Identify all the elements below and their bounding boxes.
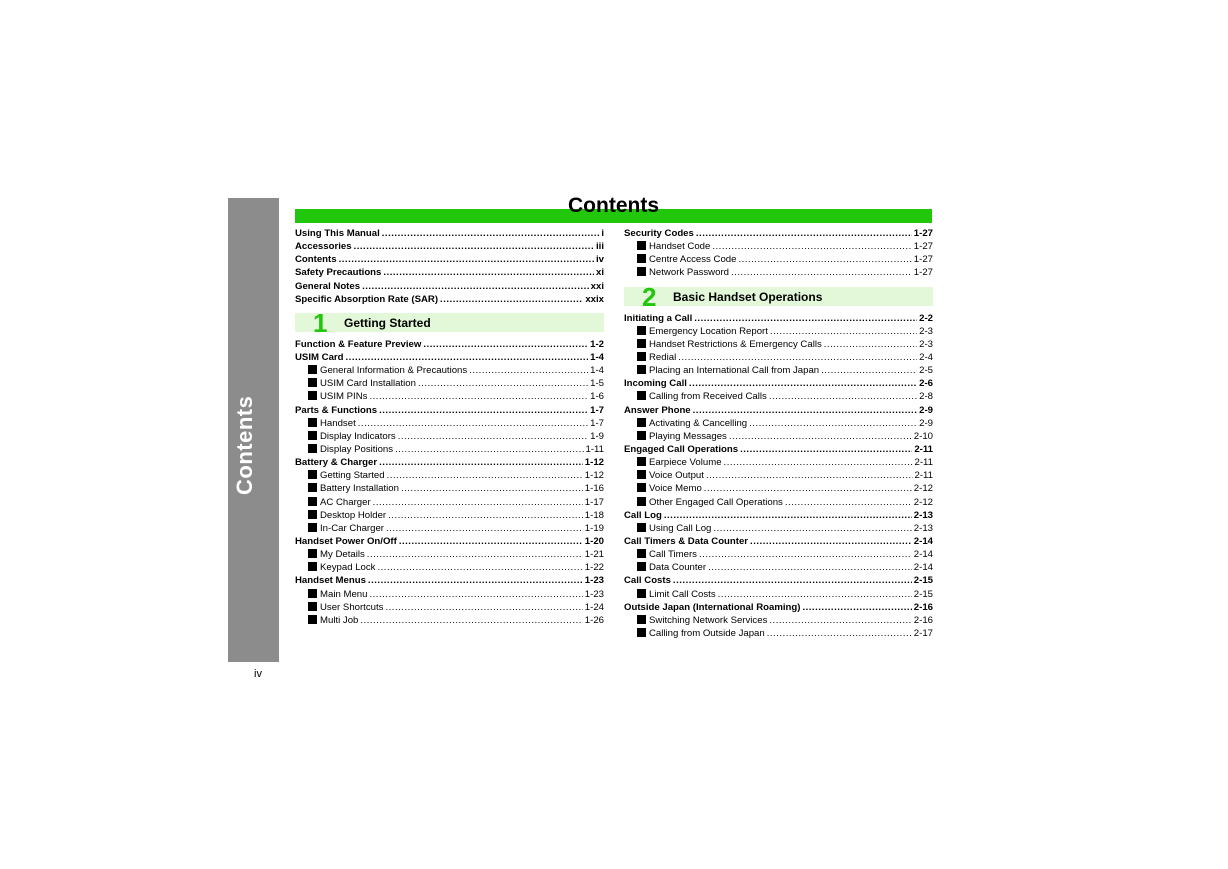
toc-entry-title: Battery Installation — [320, 483, 399, 495]
dot-leader — [724, 456, 913, 469]
toc-subentry[interactable] — [624, 364, 933, 377]
toc-subentry[interactable] — [624, 417, 933, 430]
dot-leader — [339, 253, 594, 266]
chapter-1-continued-list — [624, 227, 933, 280]
dot-leader — [767, 627, 912, 640]
square-bullet-icon — [308, 549, 317, 558]
toc-entry-title: Network Password — [649, 267, 729, 279]
dot-leader — [369, 390, 588, 403]
toc-entry-page: 2-16 — [913, 614, 933, 626]
dot-leader — [729, 430, 912, 443]
toc-entry-page: 1-4 — [590, 365, 604, 377]
toc-entry-title: Main Menu — [320, 588, 368, 600]
toc-entry[interactable] — [624, 535, 933, 548]
toc-subentry[interactable] — [295, 417, 604, 430]
dot-leader — [395, 443, 583, 456]
toc-entry-title: Outside Japan (International Roaming) — [624, 601, 801, 613]
square-bullet-icon — [308, 444, 317, 453]
dot-leader — [379, 456, 583, 469]
toc-entry-page: 1-23 — [584, 588, 604, 600]
square-bullet-icon — [308, 470, 317, 479]
toc-subentry[interactable] — [295, 469, 604, 482]
dot-leader — [785, 496, 912, 509]
toc-entry-page: 2-15 — [913, 588, 933, 600]
dot-leader — [738, 253, 911, 266]
dot-leader — [821, 364, 917, 377]
toc-entry-page: 2-6 — [919, 378, 933, 390]
toc-entry-title: Earpiece Volume — [649, 457, 722, 469]
toc-entry[interactable] — [624, 601, 933, 614]
toc-entry-title: Function & Feature Preview — [295, 338, 422, 350]
toc-entry-page: 1-18 — [584, 509, 604, 521]
toc-entry-title: Switching Network Services — [649, 614, 768, 626]
toc-entry-page: xi — [595, 267, 604, 279]
dot-leader — [368, 574, 583, 587]
toc-entry-page: 2-2 — [919, 312, 933, 324]
toc-entry[interactable] — [295, 574, 604, 587]
toc-entry-title: Answer Phone — [624, 404, 691, 416]
toc-subentry[interactable] — [295, 377, 604, 390]
dot-leader — [367, 548, 583, 561]
toc-subentry[interactable] — [295, 548, 604, 561]
square-bullet-icon — [308, 391, 317, 400]
toc-entry[interactable] — [624, 227, 933, 240]
toc-subentry[interactable] — [624, 325, 933, 338]
toc-entry-page: 1-16 — [584, 483, 604, 495]
toc-entry-page: 1-9 — [590, 430, 604, 442]
toc-entry-page: 2-16 — [913, 601, 933, 613]
chapter-2-title: Basic Handset Operations — [673, 289, 823, 304]
dot-leader — [708, 561, 912, 574]
square-bullet-icon — [637, 562, 646, 571]
toc-entry-title: Handset Power On/Off — [295, 535, 397, 547]
dot-leader — [713, 522, 911, 535]
toc-entry-title: Call Timers & Data Counter — [624, 535, 749, 547]
toc-entry[interactable] — [295, 535, 604, 548]
dot-leader — [770, 325, 917, 338]
dot-leader — [385, 601, 582, 614]
toc-entry-title: Desktop Holder — [320, 509, 387, 521]
toc-entry-title: USIM PINs — [320, 391, 368, 403]
toc-entry-title: Limit Call Costs — [649, 588, 716, 600]
dot-leader — [696, 227, 912, 240]
toc-entry-page: 2-17 — [913, 627, 933, 639]
chapter-1-title: Getting Started — [344, 315, 431, 330]
toc-entry-title: Using Call Log — [649, 522, 712, 534]
dot-leader — [704, 482, 912, 495]
dot-leader — [749, 417, 917, 430]
toc-entry-page: 1-21 — [584, 549, 604, 561]
page-title: Contents — [568, 194, 659, 217]
square-bullet-icon — [637, 589, 646, 598]
toc-entry-page: 1-27 — [913, 267, 933, 279]
toc-subentry[interactable] — [624, 522, 933, 535]
toc-entry-title: Call Costs — [624, 575, 671, 587]
toc-entry-page: 2-9 — [919, 404, 933, 416]
toc-entry[interactable] — [295, 227, 604, 240]
toc-entry-page: 1-7 — [590, 404, 604, 416]
toc-entry[interactable] — [624, 377, 933, 390]
square-bullet-icon — [637, 365, 646, 374]
square-bullet-icon — [308, 589, 317, 598]
square-bullet-icon — [637, 339, 646, 348]
toc-entry-page: 2-13 — [913, 522, 933, 534]
toc-entry-title: General Notes — [295, 280, 361, 292]
toc-entry-title: Accessories — [295, 241, 352, 253]
toc-entry-title: Keypad Lock — [320, 562, 376, 574]
square-bullet-icon — [308, 418, 317, 427]
toc-entry-page: 1-17 — [584, 496, 604, 508]
toc-subentry[interactable] — [295, 601, 604, 614]
toc-entry-page: 2-14 — [913, 562, 933, 574]
dot-leader — [358, 417, 588, 430]
toc-entry-page: 1-22 — [584, 562, 604, 574]
toc-entry-title: Handset Restrictions & Emergency Calls — [649, 338, 822, 350]
square-bullet-icon — [637, 431, 646, 440]
toc-subentry[interactable] — [295, 509, 604, 522]
toc-entry-page: 2-11 — [914, 443, 933, 455]
dot-leader — [718, 588, 912, 601]
toc-entry-title: Parts & Functions — [295, 404, 378, 416]
chapter-1-header — [295, 307, 604, 338]
dot-leader — [377, 561, 582, 574]
square-bullet-icon — [308, 365, 317, 374]
toc-column-right — [624, 227, 933, 640]
dot-leader — [362, 280, 589, 293]
dot-leader — [423, 338, 588, 351]
toc-entry-title: Centre Access Code — [649, 254, 737, 266]
dot-leader — [399, 535, 583, 548]
toc-entry-title: General Information & Precautions — [320, 365, 468, 377]
toc-subentry[interactable] — [295, 496, 604, 509]
toc-entry[interactable] — [295, 351, 604, 364]
dot-leader — [354, 240, 594, 253]
toc-entry-title: Initiating a Call — [624, 312, 693, 324]
chapter-2-number: 2 — [642, 281, 657, 312]
toc-entry-page: 1-12 — [584, 470, 604, 482]
toc-entry-title: Contents — [295, 254, 337, 266]
toc-entry-page: i — [601, 228, 604, 239]
toc-entry-title: Incoming Call — [624, 378, 687, 390]
toc-entry-title: Calling from Outside Japan — [649, 627, 765, 639]
toc-entry-title: Playing Messages — [649, 430, 727, 442]
side-tab — [228, 198, 279, 662]
dot-leader — [398, 430, 588, 443]
toc-subentry[interactable] — [624, 561, 933, 574]
square-bullet-icon — [308, 615, 317, 624]
toc-entry-page: 1-7 — [590, 417, 604, 429]
toc-entry-title: Display Positions — [320, 443, 394, 455]
dot-leader — [802, 601, 911, 614]
toc-entry-title: Handset Code — [649, 241, 711, 253]
toc-entry-page: xxix — [585, 293, 604, 305]
toc-entry-title: Safety Precautions — [295, 267, 382, 279]
toc-entry-page: 2-14 — [913, 535, 933, 547]
toc-entry-title: Engaged Call Operations — [624, 443, 739, 455]
toc-entry-page: 2-12 — [913, 496, 933, 508]
square-bullet-icon — [637, 241, 646, 250]
dot-leader — [699, 548, 912, 561]
toc-subentry[interactable] — [624, 614, 933, 627]
toc-entry-title: Specific Absorption Rate (SAR) — [295, 293, 439, 305]
toc-entry-title: Getting Started — [320, 470, 385, 482]
toc-entry-page: 1-11 — [585, 443, 604, 455]
dot-leader — [386, 522, 583, 535]
toc-entry[interactable] — [295, 253, 604, 266]
toc-subentry[interactable] — [295, 364, 604, 377]
toc-entry-page: 2-13 — [913, 509, 933, 521]
square-bullet-icon — [637, 523, 646, 532]
toc-entry-page: 1-20 — [584, 535, 604, 547]
toc-entry-title: Redial — [649, 351, 677, 363]
toc-entry-title: Placing an International Call from Japan — [649, 365, 820, 377]
toc-entry-title: Voice Output — [649, 470, 704, 482]
dot-leader — [440, 293, 583, 306]
toc-subentry[interactable] — [295, 614, 604, 627]
toc-subentry[interactable] — [295, 390, 604, 403]
toc-entry-page: 1-12 — [584, 457, 604, 469]
toc-entry-page: 1-23 — [584, 575, 604, 587]
chapter-1-list — [295, 338, 604, 627]
dot-leader — [712, 240, 911, 253]
toc-subentry[interactable] — [624, 338, 933, 351]
toc-entry-title: Security Codes — [624, 228, 694, 239]
toc-entry-page: 2-11 — [914, 457, 933, 469]
toc-subentry[interactable] — [295, 561, 604, 574]
dot-leader — [824, 338, 917, 351]
toc-subentry[interactable] — [624, 482, 933, 495]
dot-leader — [388, 509, 583, 522]
toc-entry-title: Data Counter — [649, 562, 707, 574]
toc-entry-page: 1-5 — [590, 378, 604, 390]
dot-leader — [360, 614, 582, 627]
toc-entry[interactable] — [624, 509, 933, 522]
toc-entry-title: My Details — [320, 549, 365, 561]
dot-leader — [382, 227, 600, 240]
toc-entry-page: 2-8 — [919, 391, 933, 403]
square-bullet-icon — [637, 352, 646, 361]
square-bullet-icon — [308, 523, 317, 532]
toc-entry-page: xxi — [590, 280, 604, 292]
toc-entry-title: User Shortcuts — [320, 601, 384, 613]
square-bullet-icon — [308, 378, 317, 387]
toc-entry[interactable] — [624, 404, 933, 417]
toc-entry-page: 1-19 — [584, 522, 604, 534]
dot-leader — [769, 614, 911, 627]
toc-entry-title: Call Timers — [649, 549, 697, 561]
toc-entry-page: 1-27 — [913, 254, 933, 266]
square-bullet-icon — [308, 510, 317, 519]
side-tab-label: Contents — [232, 395, 257, 495]
dot-leader — [418, 377, 588, 390]
toc-entry-page: 1-24 — [584, 601, 604, 613]
toc-entry-title: Display Indicators — [320, 430, 396, 442]
square-bullet-icon — [637, 483, 646, 492]
toc-entry[interactable] — [295, 456, 604, 469]
dot-leader — [694, 312, 917, 325]
square-bullet-icon — [637, 267, 646, 276]
dot-leader — [469, 364, 588, 377]
toc-entry[interactable] — [295, 338, 604, 351]
toc-entry[interactable] — [624, 443, 933, 456]
toc-entry-title: Using This Manual — [295, 228, 380, 239]
toc-entry-page: 2-10 — [913, 430, 933, 442]
toc-entry-page: 1-27 — [913, 241, 933, 253]
toc-entry-title: Call Log — [624, 509, 662, 521]
square-bullet-icon — [308, 497, 317, 506]
front-matter-list — [295, 227, 604, 306]
toc-subentry[interactable] — [624, 266, 933, 279]
dot-leader — [664, 509, 912, 522]
square-bullet-icon — [637, 549, 646, 558]
toc-entry-title: Handset — [320, 417, 356, 429]
dot-leader — [706, 469, 913, 482]
square-bullet-icon — [308, 431, 317, 440]
toc-entry-page: 1-2 — [590, 338, 604, 350]
toc-subentry[interactable] — [624, 240, 933, 253]
toc-entry-title: In-Car Charger — [320, 522, 384, 534]
toc-entry-page: 2-15 — [913, 575, 933, 587]
toc-subentry[interactable] — [624, 588, 933, 601]
dot-leader — [731, 266, 912, 279]
dot-leader — [740, 443, 912, 456]
toc-subentry[interactable] — [624, 548, 933, 561]
toc-entry-page: 2-4 — [919, 351, 933, 363]
toc-entry-page: 2-9 — [919, 417, 933, 429]
toc-entry[interactable] — [624, 574, 933, 587]
square-bullet-icon — [637, 254, 646, 263]
square-bullet-icon — [308, 562, 317, 571]
dot-leader — [383, 266, 594, 279]
toc-entry-title: Battery & Charger — [295, 457, 378, 469]
chapter-1-number: 1 — [313, 307, 328, 338]
toc-entry-title: Voice Memo — [649, 483, 702, 495]
square-bullet-icon — [308, 602, 317, 611]
toc-entry-page: 2-3 — [919, 325, 933, 337]
square-bullet-icon — [637, 497, 646, 506]
square-bullet-icon — [308, 483, 317, 492]
dot-leader — [750, 535, 912, 548]
toc-entry-title: Other Engaged Call Operations — [649, 496, 783, 508]
toc-entry[interactable] — [295, 240, 604, 253]
toc-entry-page: iv — [595, 254, 604, 266]
square-bullet-icon — [637, 418, 646, 427]
toc-entry-page: 1-6 — [590, 391, 604, 403]
toc-entry-title: Emergency Location Report — [649, 325, 768, 337]
toc-entry-title: USIM Card — [295, 351, 344, 363]
square-bullet-icon — [637, 470, 646, 479]
toc-entry-title: Activating & Cancelling — [649, 417, 748, 429]
dot-leader — [369, 588, 582, 601]
toc-subentry[interactable] — [295, 522, 604, 535]
dot-leader — [346, 351, 589, 364]
square-bullet-icon — [637, 628, 646, 637]
toc-subentry[interactable] — [624, 469, 933, 482]
toc-entry-title: AC Charger — [320, 496, 371, 508]
toc-subentry[interactable] — [624, 253, 933, 266]
toc-subentry[interactable] — [295, 430, 604, 443]
dot-leader — [769, 390, 917, 403]
chapter-2-header — [624, 281, 933, 312]
toc-subentry[interactable] — [624, 456, 933, 469]
toc-subentry[interactable] — [295, 443, 604, 456]
toc-entry[interactable] — [295, 293, 604, 306]
square-bullet-icon — [637, 391, 646, 400]
toc-entry-page: iii — [596, 241, 604, 253]
toc-entry-page: 1-4 — [590, 351, 604, 363]
toc-subentry[interactable] — [624, 627, 933, 640]
dot-leader — [401, 482, 583, 495]
toc-column-left — [295, 227, 604, 627]
toc-entry-page: 1-27 — [913, 228, 933, 239]
dot-leader — [673, 574, 912, 587]
toc-entry-title: Calling from Received Calls — [649, 391, 767, 403]
toc-entry-title: USIM Card Installation — [320, 378, 416, 390]
chapter-2-list — [624, 312, 933, 641]
page-number: iv — [254, 668, 262, 680]
square-bullet-icon — [637, 457, 646, 466]
toc-subentry[interactable] — [295, 588, 604, 601]
toc-subentry[interactable] — [624, 390, 933, 403]
toc-entry-title: Handset Menus — [295, 575, 366, 587]
dot-leader — [373, 496, 583, 509]
toc-entry[interactable] — [624, 312, 933, 325]
toc-entry-page: 2-11 — [914, 470, 933, 482]
dot-leader — [693, 404, 917, 417]
dot-leader — [678, 351, 917, 364]
toc-entry[interactable] — [295, 280, 604, 293]
toc-entry[interactable] — [295, 266, 604, 279]
dot-leader — [379, 404, 588, 417]
toc-entry[interactable] — [295, 404, 604, 417]
square-bullet-icon — [637, 326, 646, 335]
toc-subentry[interactable] — [624, 351, 933, 364]
toc-subentry[interactable] — [295, 482, 604, 495]
toc-entry-title: Multi Job — [320, 614, 359, 626]
toc-subentry[interactable] — [624, 430, 933, 443]
dot-leader — [387, 469, 583, 482]
toc-entry-page: 2-3 — [919, 338, 933, 350]
square-bullet-icon — [637, 615, 646, 624]
dot-leader — [689, 377, 917, 390]
toc-entry-page: 1-26 — [584, 614, 604, 626]
toc-entry-page: 2-14 — [913, 549, 933, 561]
toc-entry-page: 2-5 — [919, 365, 933, 377]
toc-entry-page: 2-12 — [913, 483, 933, 495]
toc-subentry[interactable] — [624, 496, 933, 509]
